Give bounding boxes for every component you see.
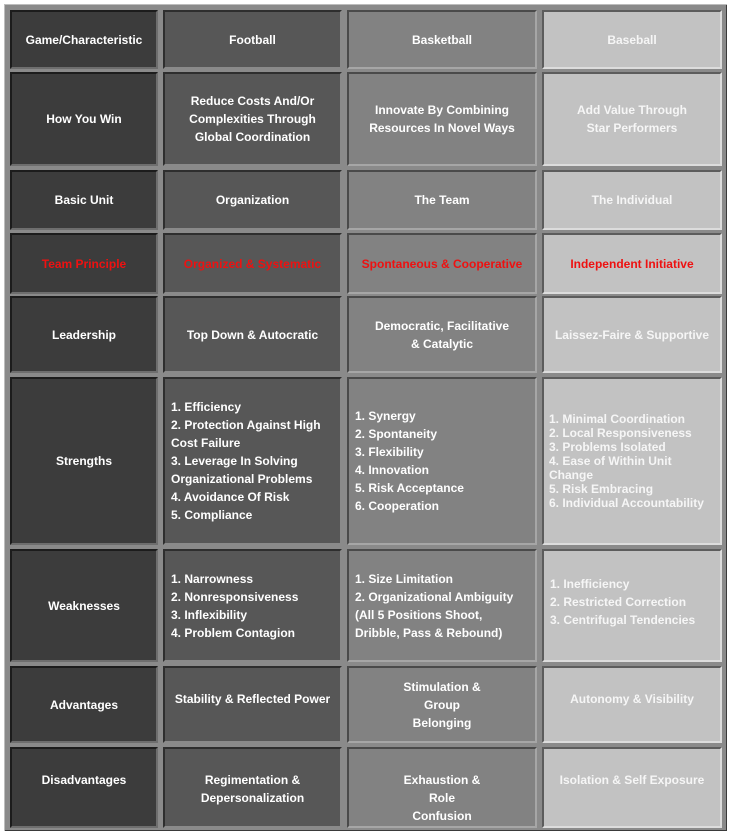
football-advantages: Stability & Reflected Power <box>163 666 342 743</box>
list-item: 2. Spontaneity <box>355 427 438 441</box>
row-header-how-you-win: How You Win <box>10 72 158 166</box>
list-item: 4. Innovation <box>355 463 430 477</box>
list-item: 1. Size Limitation <box>355 571 454 586</box>
row-header-advantages: Advantages <box>10 666 158 743</box>
football-team-principle: Organized & Systematic <box>163 233 342 294</box>
list-item: 1. Minimal Coordination <box>549 412 686 426</box>
list-item: 2. Organizational Ambiguity (All 5 Positions Shoot, Dribble, Pass & Rebound) <box>355 589 514 640</box>
column-header-baseball: Baseball <box>542 10 722 69</box>
list-item: 3. Flexibility <box>355 445 424 459</box>
list-item: 4. Avoidance Of Risk <box>171 490 290 504</box>
list-item: 6. Individual Accountability <box>549 496 704 510</box>
list-item: 1. Inefficiency <box>550 577 630 591</box>
list-item: 1. Efficiency <box>171 400 242 414</box>
list-item: 4. Problem Contagion <box>171 625 296 640</box>
list-item: 6. Cooperation <box>355 499 440 513</box>
header-cell-game-characteristic: Game/Characteristic <box>10 10 158 69</box>
row-header-team-principle: Team Principle <box>10 233 158 294</box>
football-disadvantages: Regimentation & Depersonalization <box>163 747 342 828</box>
basketball-disadvantages: Exhaustion & Role Confusion <box>347 747 537 828</box>
basketball-team-principle: Spontaneous & Cooperative <box>347 233 537 294</box>
list-item: 2. Restricted Correction <box>550 595 687 609</box>
basketball-how-you-win: Innovate By Combining Resources In Novel Ways <box>347 72 537 166</box>
baseball-basic-unit: The Individual <box>542 170 722 230</box>
football-weaknesses <box>163 549 342 662</box>
row-header-basic-unit: Basic Unit <box>10 170 158 230</box>
row-header-disadvantages: Disadvantages <box>10 747 158 828</box>
baseball-team-principle: Independent Initiative <box>542 233 722 294</box>
list-item: 5. Risk Embracing <box>549 482 654 496</box>
list-item: 1. Synergy <box>355 409 416 423</box>
baseball-strengths <box>542 377 722 545</box>
football-how-you-win: Reduce Costs And/Or Complexities Through Global Coordination <box>163 72 342 166</box>
list-item: 3. Problems Isolated <box>549 440 666 454</box>
basketball-basic-unit: The Team <box>347 170 537 230</box>
list-item: 3. Leverage In Solving Organizational Problems <box>171 454 313 486</box>
column-header-basketball: Basketball <box>347 10 537 69</box>
column-header-football: Football <box>163 10 342 69</box>
baseball-weaknesses <box>542 549 722 662</box>
list-item: 2. Protection Against High Cost Failure <box>171 418 321 450</box>
list-item: 2. Local Responsiveness <box>549 426 692 440</box>
basketball-weaknesses <box>347 549 537 662</box>
football-leadership: Top Down & Autocratic <box>163 296 342 373</box>
list-item: 4. Ease of Within Unit Change <box>549 454 672 482</box>
baseball-advantages: Autonomy & Visibility <box>542 666 722 743</box>
list-item: 3. Inflexibility <box>171 607 248 622</box>
baseball-how-you-win: Add Value Through Star Performers <box>542 72 722 166</box>
row-header-strengths: Strengths <box>10 377 158 545</box>
basketball-strengths <box>347 377 537 545</box>
row-header-weaknesses: Weaknesses <box>10 549 158 662</box>
football-basic-unit: Organization <box>163 170 342 230</box>
football-strengths <box>163 377 342 545</box>
row-header-leadership: Leadership <box>10 296 158 373</box>
list-item: 3. Centrifugal Tendencies <box>550 613 696 627</box>
list-item: 5. Compliance <box>171 508 253 522</box>
baseball-leadership: Laissez-Faire & Supportive <box>542 296 722 373</box>
basketball-advantages: Stimulation & Group Belonging <box>347 666 537 743</box>
basketball-leadership: Democratic, Facilitative & Catalytic <box>347 296 537 373</box>
list-item: 5. Risk Acceptance <box>355 481 464 495</box>
list-item: 1. Narrowness <box>171 571 254 586</box>
list-item: 2. Nonresponsiveness <box>171 589 299 604</box>
baseball-disadvantages: Isolation & Self Exposure <box>542 747 722 828</box>
